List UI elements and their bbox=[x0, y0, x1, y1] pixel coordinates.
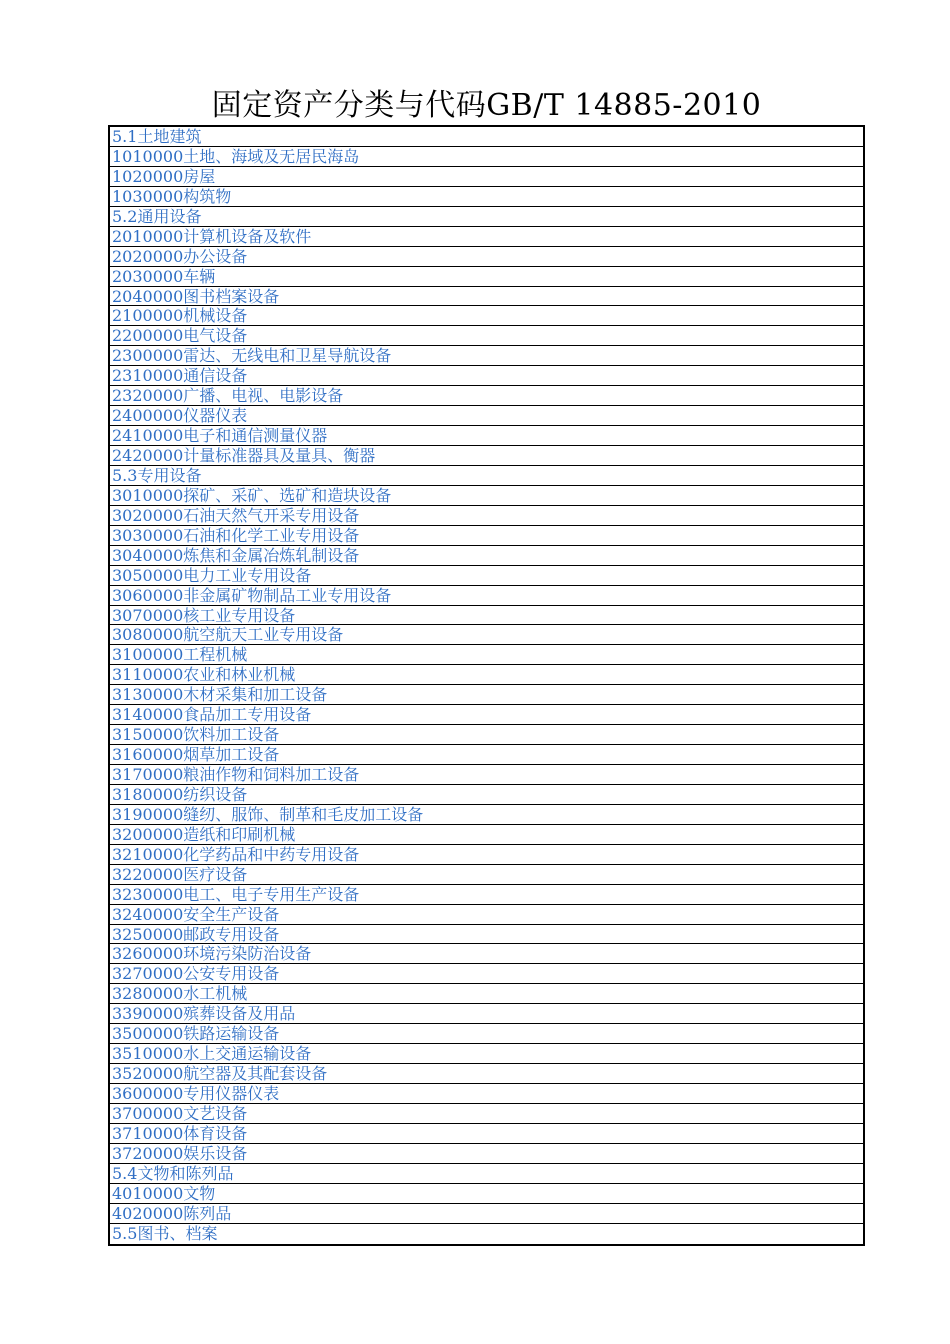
table-row bbox=[110, 566, 863, 586]
table-row bbox=[110, 1204, 863, 1224]
toc-link[interactable]: 3520000航空器及其配套设备 bbox=[112, 1064, 328, 1084]
table-row bbox=[110, 526, 863, 546]
table-row bbox=[110, 546, 863, 566]
table-row bbox=[110, 765, 863, 785]
table-row bbox=[110, 745, 863, 765]
toc-link[interactable]: 4020000陈列品 bbox=[112, 1203, 232, 1223]
toc-link[interactable]: 3700000文艺设备 bbox=[112, 1103, 248, 1123]
toc-link[interactable]: 1010000土地、海域及无居民海岛 bbox=[112, 146, 360, 166]
table-row bbox=[110, 147, 863, 167]
toc-link[interactable]: 2410000电子和通信测量仪器 bbox=[112, 426, 328, 446]
toc-link[interactable]: 3500000铁路运输设备 bbox=[112, 1024, 280, 1044]
table-row bbox=[110, 865, 863, 885]
toc-link[interactable]: 3070000核工业专用设备 bbox=[112, 605, 296, 625]
toc-link[interactable]: 3060000非金属矿物制品工业专用设备 bbox=[112, 585, 392, 605]
table-row bbox=[110, 366, 863, 386]
table-row bbox=[110, 685, 863, 705]
table-row bbox=[110, 207, 863, 227]
table-row bbox=[110, 944, 863, 964]
toc-link[interactable]: 3010000探矿、采矿、选矿和造块设备 bbox=[112, 485, 392, 505]
toc-link[interactable]: 3220000医疗设备 bbox=[112, 864, 248, 884]
table-row bbox=[110, 1124, 863, 1144]
toc-link[interactable]: 2010000计算机设备及软件 bbox=[112, 226, 312, 246]
table-row bbox=[110, 606, 863, 626]
table-row bbox=[110, 486, 863, 506]
toc-link[interactable]: 3200000造纸和印刷机械 bbox=[112, 824, 296, 844]
table-row bbox=[110, 386, 863, 406]
table-row bbox=[110, 705, 863, 725]
toc-link[interactable]: 4010000文物 bbox=[112, 1183, 216, 1203]
toc-table bbox=[108, 125, 865, 1246]
table-row bbox=[110, 1224, 863, 1244]
toc-link[interactable]: 5.5图书、档案 bbox=[112, 1223, 218, 1243]
table-row bbox=[110, 247, 863, 267]
table-row bbox=[110, 287, 863, 307]
table-row bbox=[110, 466, 863, 486]
table-row bbox=[110, 1064, 863, 1084]
table-row bbox=[110, 167, 863, 187]
table-row bbox=[110, 845, 863, 865]
toc-link[interactable]: 3250000邮政专用设备 bbox=[112, 924, 280, 944]
toc-link[interactable]: 2420000计量标准器具及量具、衡器 bbox=[112, 446, 376, 465]
toc-link[interactable]: 1030000构筑物 bbox=[112, 186, 232, 206]
table-row bbox=[110, 964, 863, 984]
table-row bbox=[110, 446, 863, 466]
table-row bbox=[110, 1144, 863, 1164]
table-row bbox=[110, 506, 863, 526]
table-row bbox=[110, 725, 863, 745]
toc-link[interactable]: 5.2通用设备 bbox=[112, 206, 202, 226]
toc-link[interactable]: 3710000体育设备 bbox=[112, 1123, 248, 1143]
toc-link[interactable]: 2320000广播、电视、电影设备 bbox=[112, 386, 344, 406]
table-row bbox=[110, 127, 863, 147]
table-row bbox=[110, 1084, 863, 1104]
toc-link[interactable]: 3280000水工机械 bbox=[112, 984, 248, 1004]
toc-link[interactable]: 3050000电力工业专用设备 bbox=[112, 565, 312, 585]
toc-link[interactable]: 5.1土地建筑 bbox=[112, 127, 202, 146]
table-row bbox=[110, 187, 863, 207]
toc-link[interactable]: 2020000办公设备 bbox=[112, 246, 248, 266]
table-row bbox=[110, 1024, 863, 1044]
toc-link[interactable]: 3510000水上交通运输设备 bbox=[112, 1044, 312, 1064]
toc-link[interactable]: 3240000安全生产设备 bbox=[112, 904, 280, 924]
toc-link[interactable]: 3100000工程机械 bbox=[112, 645, 248, 665]
toc-link[interactable]: 2100000机械设备 bbox=[112, 306, 248, 326]
table-row bbox=[110, 925, 863, 945]
toc-link[interactable]: 3210000化学药品和中药专用设备 bbox=[112, 844, 360, 864]
table-row bbox=[110, 1184, 863, 1204]
toc-link[interactable]: 3150000饮料加工设备 bbox=[112, 725, 280, 745]
toc-link[interactable]: 2400000仪器仪表 bbox=[112, 406, 248, 426]
toc-link[interactable]: 2040000图书档案设备 bbox=[112, 286, 280, 306]
toc-link[interactable]: 3720000娱乐设备 bbox=[112, 1143, 248, 1163]
table-row bbox=[110, 625, 863, 645]
toc-link[interactable]: 3130000木材采集和加工设备 bbox=[112, 685, 328, 705]
toc-link[interactable]: 3180000纺织设备 bbox=[112, 784, 248, 804]
table-row bbox=[110, 1104, 863, 1124]
table-row bbox=[110, 426, 863, 446]
toc-link[interactable]: 3230000电工、电子专用生产设备 bbox=[112, 884, 360, 904]
table-row bbox=[110, 267, 863, 287]
toc-link[interactable]: 5.3专用设备 bbox=[112, 465, 202, 485]
toc-link[interactable]: 3170000粮油作物和饲料加工设备 bbox=[112, 765, 360, 784]
toc-link[interactable]: 3160000烟草加工设备 bbox=[112, 745, 280, 765]
toc-link[interactable]: 3190000缝纫、服饰、制革和毛皮加工设备 bbox=[112, 804, 424, 824]
toc-link[interactable]: 2030000车辆 bbox=[112, 266, 216, 286]
table-row bbox=[110, 346, 863, 366]
toc-link[interactable]: 3600000专用仪器仪表 bbox=[112, 1084, 280, 1103]
toc-link[interactable]: 3080000航空航天工业专用设备 bbox=[112, 625, 344, 645]
table-row bbox=[110, 1004, 863, 1024]
table-row bbox=[110, 665, 863, 685]
table-row bbox=[110, 825, 863, 845]
table-row bbox=[110, 1044, 863, 1064]
toc-link[interactable]: 3020000石油天然气开采专用设备 bbox=[112, 505, 360, 525]
toc-link[interactable]: 5.4文物和陈列品 bbox=[112, 1163, 234, 1183]
table-row bbox=[110, 805, 863, 825]
toc-link[interactable]: 3390000殡葬设备及用品 bbox=[112, 1004, 296, 1024]
toc-link[interactable]: 3270000公安专用设备 bbox=[112, 964, 280, 984]
toc-link[interactable]: 3040000炼焦和金属冶炼轧制设备 bbox=[112, 545, 360, 565]
table-row bbox=[110, 1164, 863, 1184]
table-row bbox=[110, 326, 863, 346]
table-row bbox=[110, 306, 863, 326]
toc-link[interactable]: 2300000雷达、无线电和卫星导航设备 bbox=[112, 346, 392, 366]
toc-link[interactable]: 2310000通信设备 bbox=[112, 366, 248, 386]
table-row bbox=[110, 885, 863, 905]
toc-link[interactable]: 2200000电气设备 bbox=[112, 326, 248, 346]
table-row bbox=[110, 905, 863, 925]
table-row bbox=[110, 645, 863, 665]
toc-link[interactable]: 3260000环境污染防治设备 bbox=[112, 944, 312, 964]
table-row bbox=[110, 785, 863, 805]
table-row bbox=[110, 227, 863, 247]
toc-link[interactable]: 1020000房屋 bbox=[112, 166, 216, 186]
page-title: 固定资产分类与代码GB/T 14885-2010 bbox=[211, 88, 762, 123]
toc-link[interactable]: 3140000食品加工专用设备 bbox=[112, 705, 312, 725]
toc-link[interactable]: 3030000石油和化学工业专用设备 bbox=[112, 525, 360, 545]
toc-link[interactable]: 3110000农业和林业机械 bbox=[112, 665, 296, 685]
table-row bbox=[110, 406, 863, 426]
table-row bbox=[110, 984, 863, 1004]
table-row bbox=[110, 586, 863, 606]
